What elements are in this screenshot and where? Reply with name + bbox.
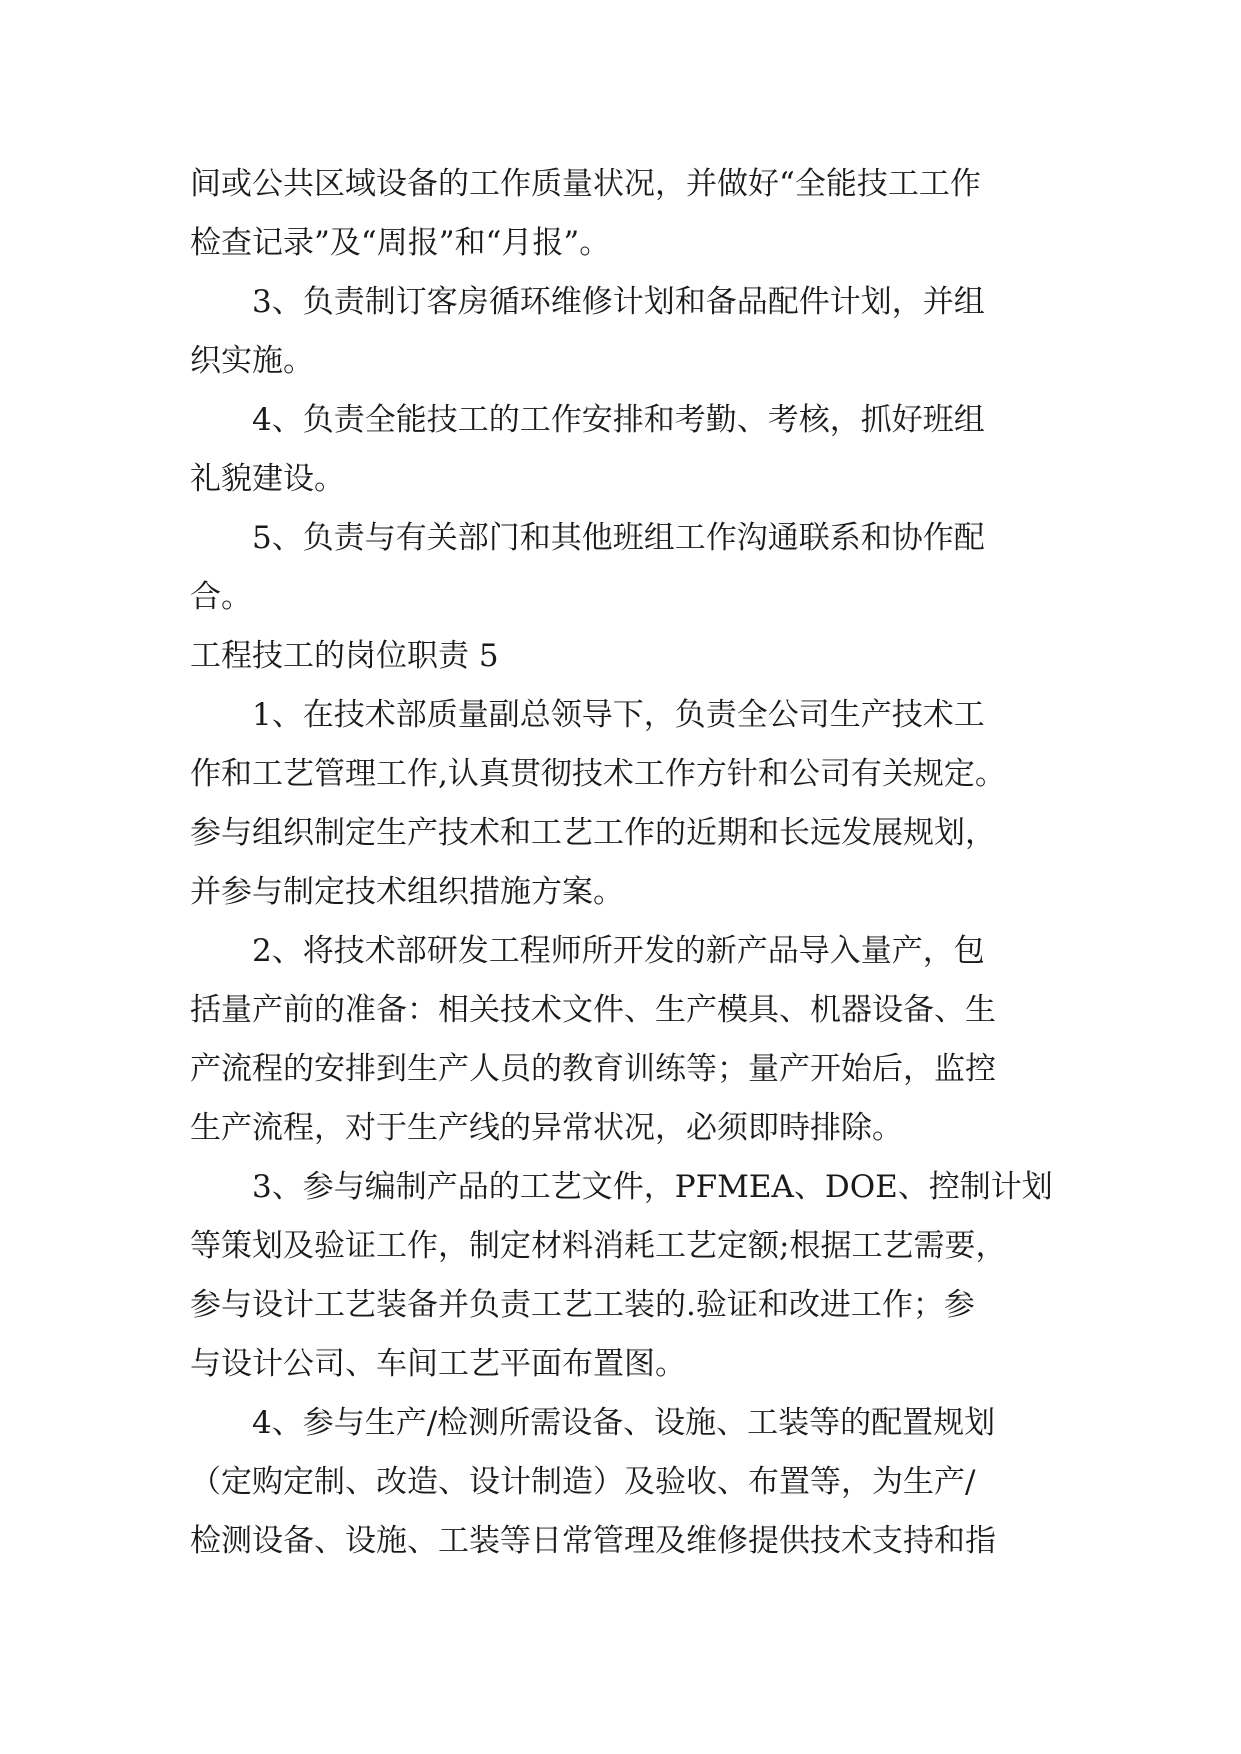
text-line: 2、将技术部研发工程师所开发的新产品导入量产，包 bbox=[252, 933, 985, 969]
section-heading: 工程技工的岗位职责 5 bbox=[190, 638, 499, 674]
text-line: 间或公共区域设备的工作质量状况，并做好“全能技工工作 bbox=[190, 166, 981, 202]
text-line: 并参与制定技术组织措施方案。 bbox=[190, 874, 624, 910]
text-line: 产流程的安排到生产人员的教育训练等；量产开始后，监控 bbox=[190, 1051, 996, 1087]
text-line: 参与组织制定生产技术和工艺工作的近期和长远发展规划， bbox=[190, 815, 996, 851]
text-line: 检查记录”及“周报”和“月报”。 bbox=[190, 225, 611, 261]
text-line: 礼貌建设。 bbox=[190, 461, 345, 497]
text-line: 3、参与编制产品的工艺文件，PFMEA、DOE、控制计划 bbox=[252, 1169, 1053, 1205]
text-line: 生产流程，对于生产线的异常状况，必须即時排除。 bbox=[190, 1110, 903, 1146]
text-line: 4、参与生产/检测所需设备、设施、工装等的配置规划 bbox=[252, 1405, 996, 1441]
text-line: 4、负责全能技工的工作安排和考勤、考核，抓好班组 bbox=[252, 402, 985, 438]
text-line: 作和工艺管理工作,认真贯彻技术工作方针和公司有关规定。 bbox=[190, 756, 1006, 792]
text-line: （定购定制、改造、设计制造）及验收、布置等，为生产/ bbox=[190, 1464, 976, 1500]
text-line: 1、在技术部质量副总领导下，负责全公司生产技术工 bbox=[252, 697, 985, 733]
text-line: 括量产前的准备：相关技术文件、生产模具、机器设备、生 bbox=[190, 992, 996, 1028]
text-line: 参与设计工艺装备并负责工艺工装的.验证和改进工作；参 bbox=[190, 1287, 975, 1323]
text-line: 合。 bbox=[190, 579, 252, 615]
text-line: 等策划及验证工作，制定材料消耗工艺定额;根据工艺需要， bbox=[190, 1228, 1007, 1264]
text-line: 检测设备、设施、工装等日常管理及维修提供技术支持和指 bbox=[190, 1523, 996, 1559]
document-body bbox=[190, 155, 1070, 1571]
text-line: 与设计公司、车间工艺平面布置图。 bbox=[190, 1346, 686, 1382]
text-line: 3、负责制订客房循环维修计划和备品配件计划，并组 bbox=[252, 284, 985, 320]
text-line: 织实施。 bbox=[190, 343, 314, 379]
text-line: 5、负责与有关部门和其他班组工作沟通联系和协作配 bbox=[252, 520, 985, 556]
